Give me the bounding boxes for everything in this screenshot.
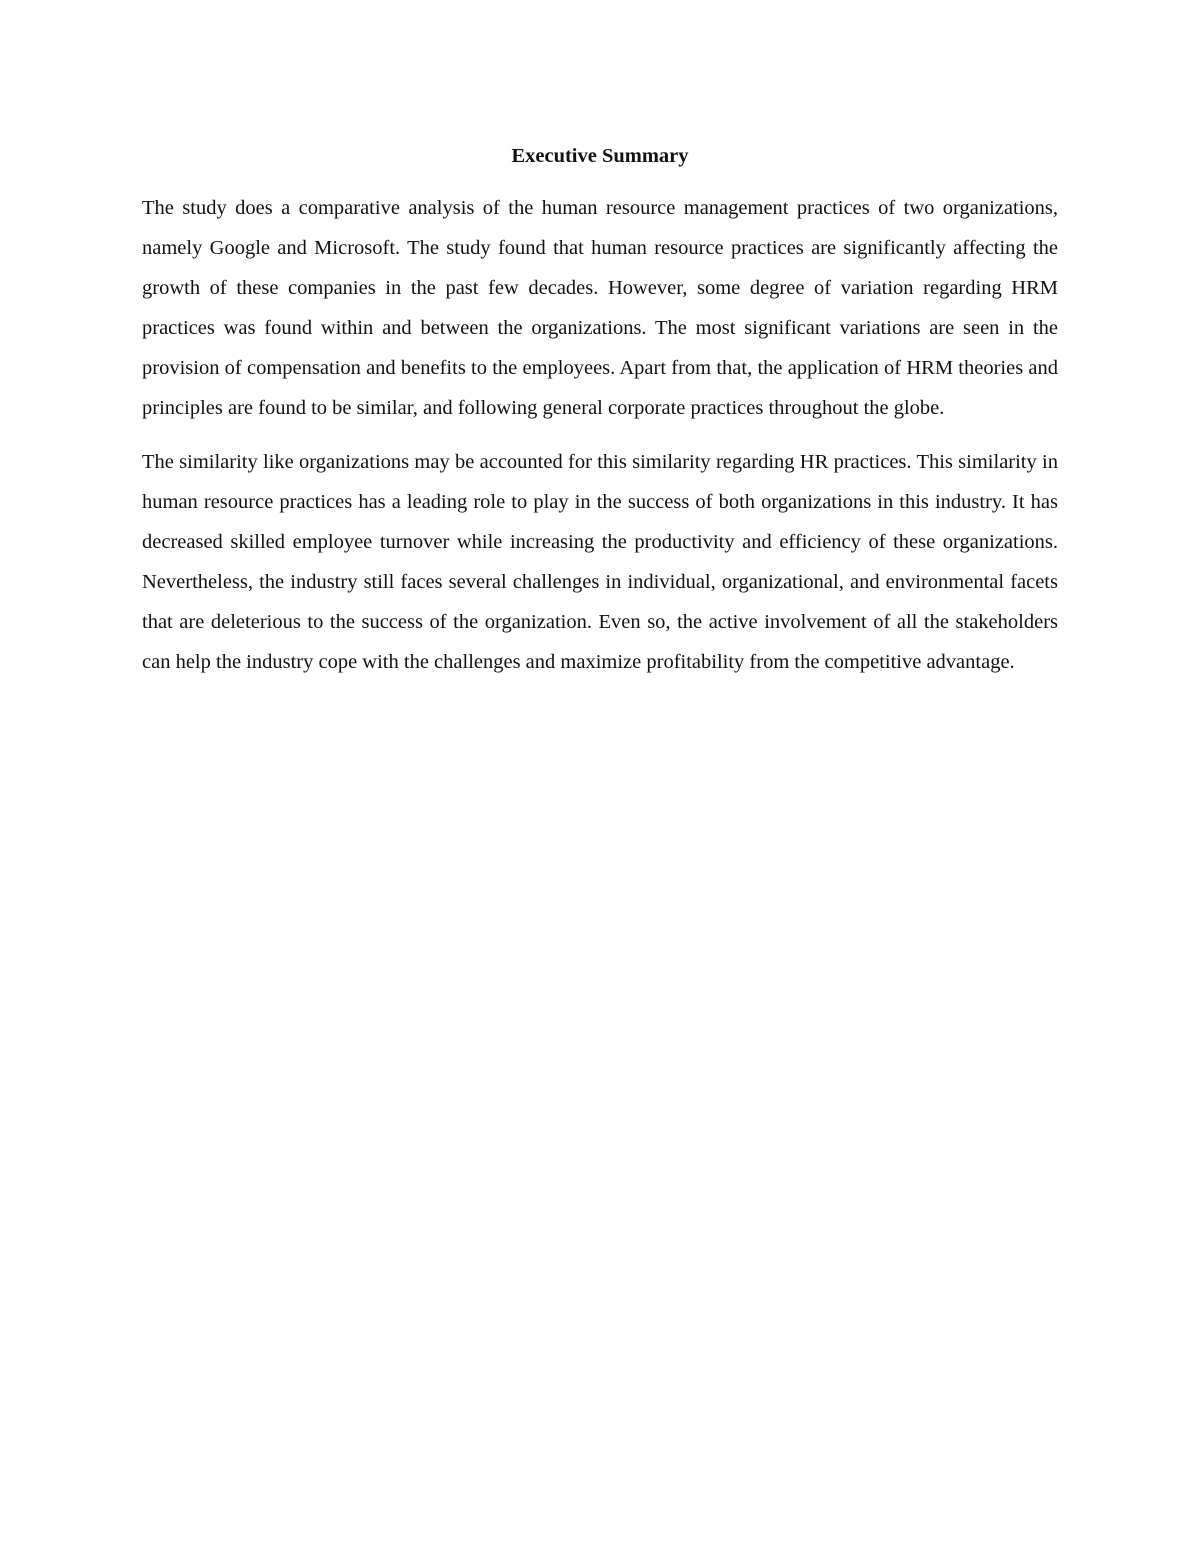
document-title: Executive Summary	[511, 145, 689, 167]
summary-paragraph-2: The similarity like organizations may be accounted for this similarity regarding HR practices. This similarity in human resource practices has a leading role to play in the success of both organizations in this industry. It has decreased skilled employee turnover while increasing the productivity and efficiency of these organizations. Nevertheless, the industry still faces several challenges in individual, organizational, and environmental facets that are deleterious to the success of the organization. Even so, the active involvement of all the stakeholders can help the industry cope with the challenges and maximize profitability from the competitive advantage.	[142, 451, 1058, 673]
document-body	[142, 138, 1058, 696]
summary-paragraph-1: The study does a comparative analysis of the human resource management practices of two organizations, namely Google and Microsoft. The study found that human resource practices are significantly affecting the growth of these companies in the past few decades. However, some degree of variation regarding HRM practices was found within and between the organizations. The most significant variations are seen in the provision of compensation and benefits to the employees. Apart from that, the application of HRM theories and principles are found to be similar, and following general corporate practices throughout the globe.	[142, 197, 1058, 419]
